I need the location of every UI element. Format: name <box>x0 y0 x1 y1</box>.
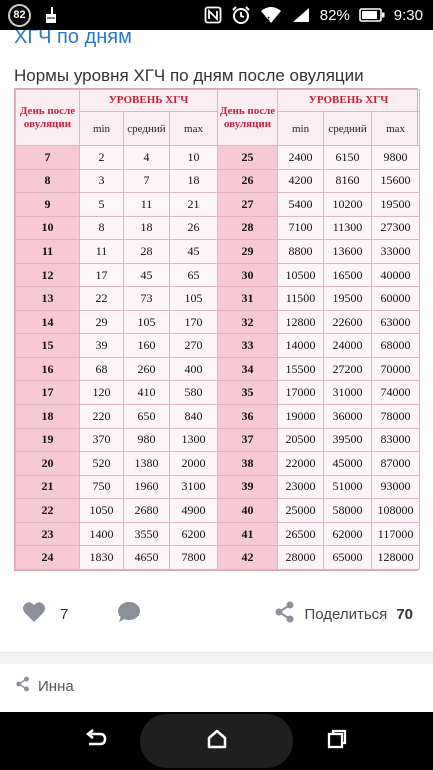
mid-cell: 1960 <box>124 475 170 499</box>
min-cell: 11 <box>80 240 124 264</box>
header-max: max <box>372 112 420 146</box>
heart-icon <box>22 601 46 627</box>
max-cell: 1300 <box>170 428 218 452</box>
day-cell: 42 <box>218 546 278 570</box>
header-level-left: УРОВЕНЬ ХГЧ <box>80 90 218 112</box>
table-row <box>16 146 420 170</box>
mid-cell: 4 <box>124 146 170 170</box>
max-cell: 63000 <box>372 310 420 334</box>
table-row <box>16 310 420 334</box>
max-cell: 270 <box>170 334 218 358</box>
day-cell: 15 <box>16 334 80 358</box>
mid-cell: 19500 <box>324 287 372 311</box>
day-cell: 35 <box>218 381 278 405</box>
mid-cell: 650 <box>124 405 170 429</box>
max-cell: 400 <box>170 357 218 381</box>
max-cell: 83000 <box>372 428 420 452</box>
max-cell: 128000 <box>372 546 420 570</box>
mid-cell: 11300 <box>324 216 372 240</box>
max-cell: 18 <box>170 169 218 193</box>
mid-cell: 36000 <box>324 405 372 429</box>
like-count: 7 <box>60 605 69 623</box>
max-cell: 15600 <box>372 169 420 193</box>
day-cell: 7 <box>16 146 80 170</box>
day-cell: 22 <box>16 499 80 523</box>
mid-cell: 51000 <box>324 475 372 499</box>
table-row <box>16 522 420 546</box>
max-cell: 10 <box>170 146 218 170</box>
cleaner-broom-icon <box>41 6 59 24</box>
page-title: ХГЧ по дням <box>14 30 132 48</box>
recents-button[interactable] <box>323 728 351 754</box>
header-day-left: День после овуляции <box>16 90 80 146</box>
mid-cell: 2680 <box>124 499 170 523</box>
max-cell: 108000 <box>372 499 420 523</box>
min-cell: 26500 <box>278 522 324 546</box>
table-row <box>16 287 420 311</box>
wifi-icon <box>260 6 282 24</box>
day-cell: 30 <box>218 263 278 287</box>
mid-cell: 22600 <box>324 310 372 334</box>
max-cell: 6200 <box>170 522 218 546</box>
max-cell: 840 <box>170 405 218 429</box>
mid-cell: 65000 <box>324 546 372 570</box>
min-cell: 2 <box>80 146 124 170</box>
mid-cell: 39500 <box>324 428 372 452</box>
min-cell: 520 <box>80 452 124 476</box>
mid-cell: 18 <box>124 216 170 240</box>
day-cell: 21 <box>16 475 80 499</box>
max-cell: 27300 <box>372 216 420 240</box>
day-cell: 33 <box>218 334 278 358</box>
share-icon <box>16 676 30 696</box>
mid-cell: 45 <box>124 263 170 287</box>
day-cell: 41 <box>218 522 278 546</box>
min-cell: 11500 <box>278 287 324 311</box>
table-row <box>16 240 420 264</box>
min-cell: 7100 <box>278 216 324 240</box>
min-cell: 28000 <box>278 546 324 570</box>
day-cell: 25 <box>218 146 278 170</box>
min-cell: 220 <box>80 405 124 429</box>
min-cell: 3 <box>80 169 124 193</box>
mid-cell: 62000 <box>324 522 372 546</box>
table-row <box>16 452 420 476</box>
max-cell: 93000 <box>372 475 420 499</box>
header-level-right: УРОВЕНЬ ХГЧ <box>278 90 420 112</box>
mid-cell: 58000 <box>324 499 372 523</box>
day-cell: 17 <box>16 381 80 405</box>
min-cell: 1050 <box>80 499 124 523</box>
header-max: max <box>170 112 218 146</box>
day-cell: 19 <box>16 428 80 452</box>
day-cell: 34 <box>218 357 278 381</box>
day-cell: 39 <box>218 475 278 499</box>
battery-icon <box>359 8 385 22</box>
battery-percent: 82% <box>319 6 350 24</box>
max-cell: 70000 <box>372 357 420 381</box>
min-cell: 8 <box>80 216 124 240</box>
day-cell: 11 <box>16 240 80 264</box>
home-button[interactable] <box>203 728 231 754</box>
max-cell: 60000 <box>372 287 420 311</box>
header-min: min <box>80 112 124 146</box>
day-cell: 10 <box>16 216 80 240</box>
min-cell: 5400 <box>278 193 324 217</box>
max-cell: 170 <box>170 310 218 334</box>
header-mid: средний <box>324 112 372 146</box>
mid-cell: 160 <box>124 334 170 358</box>
mid-cell: 6150 <box>324 146 372 170</box>
min-cell: 20500 <box>278 428 324 452</box>
mid-cell: 3550 <box>124 522 170 546</box>
image-caption: Нормы уровня ХГЧ по дням после овуляции <box>14 66 364 85</box>
max-cell: 26 <box>170 216 218 240</box>
hcg-table <box>15 89 420 570</box>
min-cell: 68 <box>80 357 124 381</box>
max-cell: 7800 <box>170 546 218 570</box>
day-cell: 12 <box>16 263 80 287</box>
day-cell: 36 <box>218 405 278 429</box>
day-cell: 13 <box>16 287 80 311</box>
min-cell: 14000 <box>278 334 324 358</box>
article-content[interactable] <box>0 30 433 712</box>
author-name: Инна <box>38 677 74 695</box>
min-cell: 25000 <box>278 499 324 523</box>
recents-icon <box>326 728 348 755</box>
mid-cell: 45000 <box>324 452 372 476</box>
header-min: min <box>278 112 324 146</box>
table-row <box>16 428 420 452</box>
mid-cell: 410 <box>124 381 170 405</box>
mid-cell: 28 <box>124 240 170 264</box>
min-cell: 120 <box>80 381 124 405</box>
mid-cell: 1380 <box>124 452 170 476</box>
table-row <box>16 405 420 429</box>
day-cell: 24 <box>16 546 80 570</box>
max-cell: 4900 <box>170 499 218 523</box>
max-cell: 3100 <box>170 475 218 499</box>
max-cell: 19500 <box>372 193 420 217</box>
max-cell: 74000 <box>372 381 420 405</box>
table-row <box>16 475 420 499</box>
status-bar <box>0 0 433 30</box>
comment-icon <box>117 610 141 627</box>
min-cell: 370 <box>80 428 124 452</box>
mid-cell: 260 <box>124 357 170 381</box>
share-count: 70 <box>396 605 413 623</box>
back-button[interactable] <box>82 728 110 754</box>
table-row <box>16 499 420 523</box>
day-cell: 29 <box>218 240 278 264</box>
mid-cell: 105 <box>124 310 170 334</box>
min-cell: 1830 <box>80 546 124 570</box>
home-icon <box>206 728 228 755</box>
min-cell: 2400 <box>278 146 324 170</box>
min-cell: 750 <box>80 475 124 499</box>
day-cell: 27 <box>218 193 278 217</box>
max-cell: 68000 <box>372 334 420 358</box>
mid-cell: 4650 <box>124 546 170 570</box>
min-cell: 22000 <box>278 452 324 476</box>
table-row <box>16 546 420 570</box>
day-cell: 16 <box>16 357 80 381</box>
min-cell: 29 <box>80 310 124 334</box>
section-divider <box>0 652 433 664</box>
table-row <box>16 169 420 193</box>
share-label: Поделиться <box>304 605 388 623</box>
max-cell: 105 <box>170 287 218 311</box>
max-cell: 78000 <box>372 405 420 429</box>
alarm-icon <box>231 5 251 25</box>
day-cell: 38 <box>218 452 278 476</box>
day-cell: 28 <box>218 216 278 240</box>
mid-cell: 7 <box>124 169 170 193</box>
min-cell: 23000 <box>278 475 324 499</box>
min-cell: 19000 <box>278 405 324 429</box>
day-cell: 14 <box>16 310 80 334</box>
min-cell: 1400 <box>80 522 124 546</box>
like-button[interactable] <box>22 601 68 627</box>
min-cell: 39 <box>80 334 124 358</box>
table-row <box>16 357 420 381</box>
table-row <box>16 193 420 217</box>
day-cell: 32 <box>218 310 278 334</box>
min-cell: 17 <box>80 263 124 287</box>
back-icon <box>84 728 108 755</box>
min-cell: 12800 <box>278 310 324 334</box>
table-row <box>16 334 420 358</box>
mid-cell: 980 <box>124 428 170 452</box>
notification-badge: 82 <box>8 4 31 27</box>
day-cell: 37 <box>218 428 278 452</box>
hcg-table-body <box>16 146 420 570</box>
min-cell: 17000 <box>278 381 324 405</box>
max-cell: 33000 <box>372 240 420 264</box>
min-cell: 10500 <box>278 263 324 287</box>
header-day-right: День после овуляции <box>218 90 278 146</box>
author-row[interactable] <box>16 676 74 696</box>
day-cell: 40 <box>218 499 278 523</box>
mid-cell: 73 <box>124 287 170 311</box>
day-cell: 31 <box>218 287 278 311</box>
day-cell: 26 <box>218 169 278 193</box>
max-cell: 45 <box>170 240 218 264</box>
clock: 9:30 <box>393 6 423 24</box>
mid-cell: 8160 <box>324 169 372 193</box>
table-row <box>16 216 420 240</box>
min-cell: 4200 <box>278 169 324 193</box>
hcg-table-image[interactable] <box>14 88 418 571</box>
min-cell: 22 <box>80 287 124 311</box>
max-cell: 87000 <box>372 452 420 476</box>
max-cell: 65 <box>170 263 218 287</box>
max-cell: 9800 <box>372 146 420 170</box>
max-cell: 21 <box>170 193 218 217</box>
mid-cell: 16500 <box>324 263 372 287</box>
mid-cell: 27200 <box>324 357 372 381</box>
min-cell: 8800 <box>278 240 324 264</box>
action-bar <box>0 598 433 630</box>
max-cell: 40000 <box>372 263 420 287</box>
nfc-icon <box>204 6 222 24</box>
min-cell: 5 <box>80 193 124 217</box>
table-row <box>16 263 420 287</box>
day-cell: 18 <box>16 405 80 429</box>
max-cell: 580 <box>170 381 218 405</box>
mid-cell: 11 <box>124 193 170 217</box>
svg-text:↕: ↕ <box>265 16 271 23</box>
mid-cell: 10200 <box>324 193 372 217</box>
max-cell: 2000 <box>170 452 218 476</box>
mid-cell: 31000 <box>324 381 372 405</box>
mid-cell: 24000 <box>324 334 372 358</box>
signal-icon <box>291 6 311 24</box>
day-cell: 8 <box>16 169 80 193</box>
header-mid: средний <box>124 112 170 146</box>
share-button[interactable] <box>275 601 413 627</box>
table-row <box>16 381 420 405</box>
share-icon <box>275 601 295 627</box>
mid-cell: 13600 <box>324 240 372 264</box>
day-cell: 20 <box>16 452 80 476</box>
day-cell: 9 <box>16 193 80 217</box>
max-cell: 117000 <box>372 522 420 546</box>
day-cell: 23 <box>16 522 80 546</box>
min-cell: 15500 <box>278 357 324 381</box>
comment-button[interactable] <box>117 601 141 628</box>
